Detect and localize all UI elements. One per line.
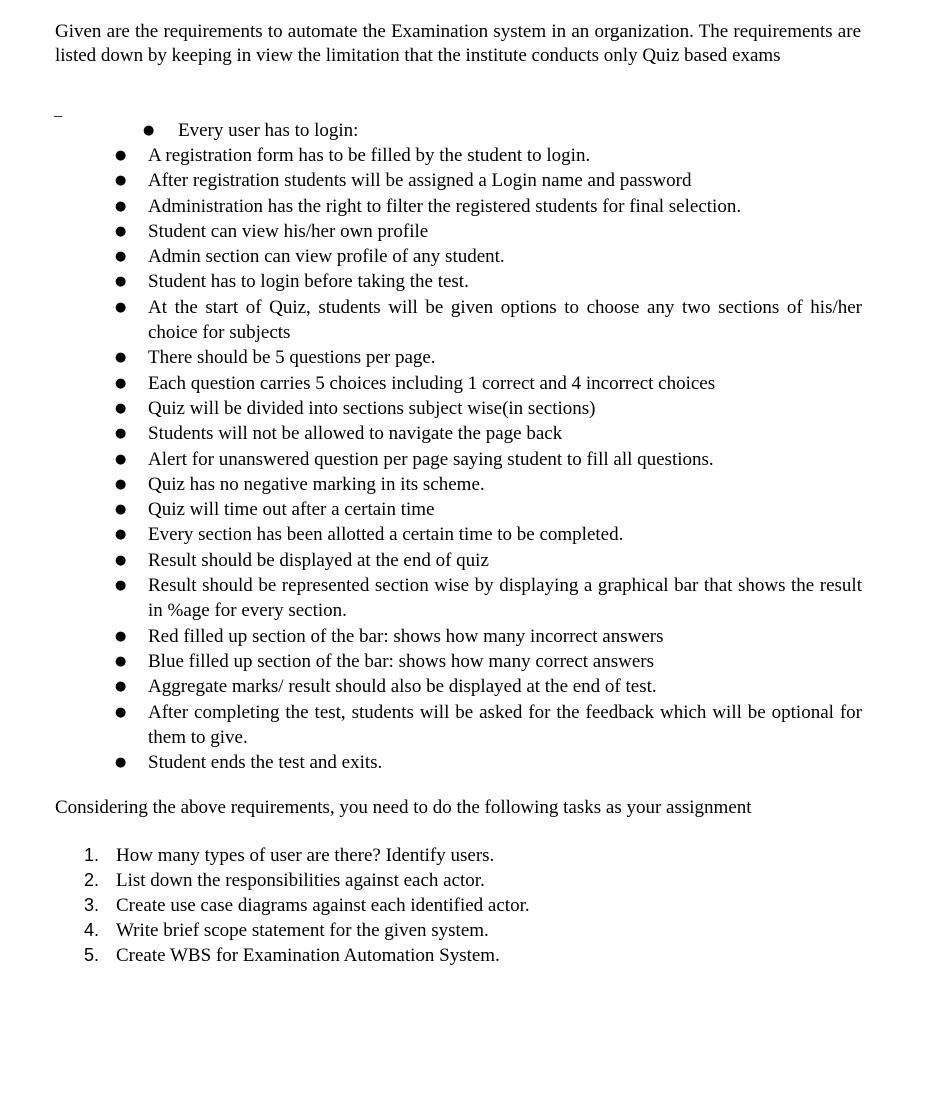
task-number: 5. bbox=[84, 945, 100, 965]
requirement-item bbox=[112, 497, 862, 522]
requirement-item bbox=[112, 674, 862, 699]
requirement-item bbox=[112, 548, 862, 573]
task-text: Write brief scope statement for the given system. bbox=[116, 920, 489, 941]
bullet-icon: ● bbox=[143, 123, 155, 138]
requirement-text: Every section has been allotted a certain time to be completed. bbox=[148, 524, 624, 546]
requirement-item bbox=[112, 700, 862, 751]
task-text: Create use case diagrams against each identified actor. bbox=[116, 895, 530, 916]
requirement-item bbox=[112, 194, 862, 219]
requirement-item bbox=[112, 750, 862, 775]
bullet-icon: ● bbox=[115, 375, 127, 391]
bullet-icon: ● bbox=[115, 274, 127, 290]
requirement-item bbox=[112, 168, 862, 193]
requirement-item bbox=[112, 421, 862, 446]
bullet-icon: ● bbox=[115, 679, 127, 695]
requirement-item bbox=[112, 396, 862, 421]
requirement-item bbox=[112, 472, 862, 497]
requirement-item bbox=[112, 219, 862, 244]
requirement-text: Quiz has no negative marking in its scheme. bbox=[148, 473, 485, 495]
intro-paragraph: Given are the requirements to automate the Examination system in an organization. The requirements are listed down by keeping in view the limitation that the institute conducts only Quiz based exams bbox=[55, 21, 861, 66]
requirement-text: Admin section can view profile of any student. bbox=[148, 246, 505, 268]
bullet-icon: ● bbox=[115, 198, 127, 214]
bullet-icon: ● bbox=[115, 223, 127, 239]
bullet-icon: ● bbox=[115, 502, 127, 518]
bullet-icon: ● bbox=[115, 148, 127, 163]
requirement-item bbox=[112, 244, 862, 269]
task-text: How many types of user are there? Identify users. bbox=[116, 845, 495, 866]
requirement-text: After completing the test, students will be asked for the feedback which will be optional for them to give. bbox=[148, 701, 862, 748]
requirement-text: Quiz will be divided into sections subject wise(in sections) bbox=[148, 397, 596, 419]
requirement-text: Administration has the right to filter the registered students for final selection. bbox=[148, 195, 742, 217]
bullet-icon: ● bbox=[115, 476, 127, 492]
task-item bbox=[80, 918, 530, 943]
requirement-text: Aggregate marks/ result should also be displayed at the end of test. bbox=[148, 676, 657, 698]
requirement-item bbox=[112, 371, 862, 396]
task-number: 2. bbox=[84, 870, 100, 890]
requirement-item bbox=[112, 522, 862, 547]
bullet-icon: ● bbox=[115, 451, 127, 467]
requirement-item bbox=[112, 143, 862, 168]
task-item bbox=[80, 843, 530, 868]
bullet-icon: ● bbox=[115, 173, 127, 189]
requirement-text: At the start of Quiz, students will be given options to choose any two sections of his/her choice for subjects bbox=[148, 296, 862, 344]
task-text: List down the responsibilities against each actor. bbox=[116, 870, 485, 891]
requirement-text: Students will not be allowed to navigate the page back bbox=[148, 423, 563, 445]
task-number: 4. bbox=[84, 920, 100, 940]
requirement-text: A registration form has to be filled by the student to login. bbox=[148, 145, 591, 166]
requirement-text: Red filled up section of the bar: shows how many incorrect answers bbox=[148, 625, 664, 647]
task-number: 3. bbox=[84, 895, 100, 915]
requirement-text: Alert for unanswered question per page saying student to fill all questions. bbox=[148, 448, 714, 470]
bullet-icon: ● bbox=[115, 299, 127, 315]
requirement-text: Student ends the test and exits. bbox=[148, 752, 383, 774]
requirement-text: There should be 5 questions per page. bbox=[148, 347, 436, 369]
bullet-icon: ● bbox=[115, 552, 127, 568]
requirement-text: Blue filled up section of the bar: shows how many correct answers bbox=[148, 650, 655, 672]
requirement-item bbox=[112, 447, 862, 472]
requirement-text: Student has to login before taking the test. bbox=[148, 271, 469, 293]
bullet-icon: ● bbox=[115, 578, 127, 594]
bullet-icon: ● bbox=[115, 350, 127, 366]
requirement-item bbox=[112, 345, 862, 370]
requirement-item bbox=[112, 269, 862, 294]
bullet-icon: ● bbox=[115, 628, 127, 644]
bullet-icon: ● bbox=[115, 400, 127, 416]
first-requirement-text: Every user has to login: bbox=[178, 120, 359, 141]
requirement-text: Each question carries 5 choices including 1 correct and 4 incorrect choices bbox=[148, 372, 716, 394]
bullet-icon: ● bbox=[115, 755, 127, 771]
bullet-icon: ● bbox=[115, 426, 127, 442]
separator-mark: _ bbox=[54, 102, 62, 119]
task-list bbox=[80, 843, 530, 968]
task-item bbox=[80, 893, 530, 918]
bullet-icon: ● bbox=[115, 704, 127, 720]
bullet-icon: ● bbox=[115, 527, 127, 543]
bullet-icon: ● bbox=[115, 249, 127, 265]
requirements-list bbox=[112, 143, 862, 775]
task-number: 1. bbox=[84, 845, 100, 865]
requirement-text: Result should be represented section wise by displaying a graphical bar that shows the result in %age for every section. bbox=[148, 575, 862, 622]
requirement-text: Result should be displayed at the end of quiz bbox=[148, 549, 489, 571]
task-text: Create WBS for Examination Automation System. bbox=[116, 945, 500, 966]
task-item bbox=[80, 868, 530, 893]
requirement-item bbox=[112, 649, 862, 674]
requirement-item bbox=[112, 573, 862, 624]
requirement-text: After registration students will be assigned a Login name and password bbox=[148, 170, 692, 192]
requirement-text: Student can view his/her own profile bbox=[148, 220, 429, 242]
requirement-item bbox=[112, 624, 862, 649]
requirement-text: Quiz will time out after a certain time bbox=[148, 499, 435, 521]
task-item bbox=[80, 943, 530, 968]
bullet-icon: ● bbox=[115, 653, 127, 669]
requirement-item bbox=[112, 295, 862, 346]
tasks-intro: Considering the above requirements, you need to do the following tasks as your assignment bbox=[55, 797, 752, 818]
